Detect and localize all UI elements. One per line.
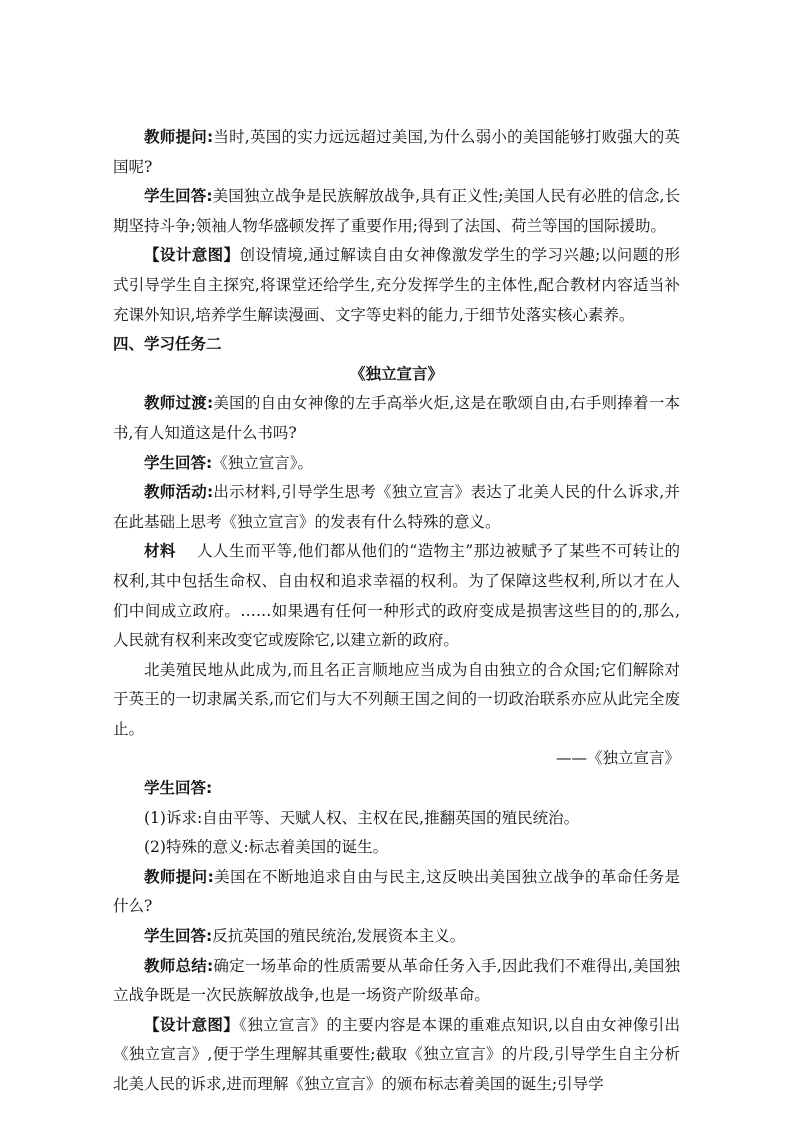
paragraph-student-answer-4: [113, 922, 680, 952]
text-teacher-transition: 美国的自由女神像的左手高举火炬,这是在歌颂自由,右手则捧着一本书,有人知道这是什么书吗?: [113, 394, 681, 442]
label-student-answer: 学生回答:: [144, 779, 213, 798]
paragraph-teacher-activity: [113, 478, 680, 537]
material-source: ——《独立宣言》: [555, 749, 680, 768]
label-design-intent: 【设计意图】: [144, 246, 240, 265]
section-subtitle: 《独立宣言》: [349, 364, 443, 383]
text-teacher-question: 当时,英国的实力远远超过美国,为什么弱小的美国能够打败强大的英国呢?: [113, 128, 681, 176]
paragraph-material: [113, 537, 680, 655]
paragraph-design-intent-2: [113, 1011, 680, 1100]
paragraph-student-answer-2: [113, 449, 680, 479]
text-student-answer: 美国独立战争是民族解放战争,具有正义性;美国人民有必胜的信念,长期坚持斗争;领袖人物华盛顿发挥了重要作用;得到了法国、荷兰等国的国际援助。: [113, 187, 680, 235]
label-student-answer: 学生回答:: [144, 927, 213, 946]
label-student-answer: 学生回答:: [144, 187, 213, 206]
paragraph-material-2: 北美殖民地从此成为,而且名正言顺地应当成为自由独立的合众国;它们解除对于英王的一切隶属关系,而它们与大不列颠王国之间的一切政治联系亦应从此完全废止。: [113, 660, 680, 738]
label-design-intent: 【设计意图】: [144, 1015, 240, 1034]
text-student-answer: 《独立宣言》。: [212, 453, 313, 472]
text-student-answer: 反抗英国的殖民统治,发展资本主义。: [212, 927, 466, 946]
text-teacher-summary: 确定一场革命的性质需要从革命任务入手,因此我们不难得出,美国独立战争既是一次民族解放战争,也是一场资产阶级革命。: [113, 956, 681, 1005]
answer-item-2: (2)特殊的意义:标志着美国的诞生。: [144, 838, 389, 857]
paragraph-design-intent-1: [113, 241, 680, 330]
paragraph-teacher-transition: [113, 389, 680, 448]
section-heading: 四、学习任务二: [113, 335, 222, 354]
text-teacher-question: 美国在不断地追求自由与民主,这反映出美国独立战争的革命任务是什么?: [113, 867, 680, 916]
label-teacher-activity: 教师活动:: [144, 483, 214, 502]
paragraph-teacher-question-2: [113, 863, 680, 922]
paragraph-teacher-question-1: [113, 123, 680, 182]
text-design-intent: 《独立宣言》的主要内容是本课的重难点知识,以自由女神像引出《独立宣言》,便于学生理解其重要性;截取《独立宣言》的片段,引导学生自主分析北美人民的诉求,进而理解《独立宣言》的颁布标志着美国的诞生;引导学: [113, 1015, 680, 1093]
paragraph-teacher-summary: [113, 952, 680, 1011]
text-material-1: 人人生而平等,他们都从他们的“造物主”那边被赋予了某些不可转让的权利,其中包括生命权、自由权和追求幸福的权利。为了保障这些权利,所以才在人们中间成立政府。……如果遇有任何一种形式的政府变成是损害这些目的的,那么,人民就有权利来改变它或废除它,以建立新的政府。: [113, 542, 680, 650]
text-teacher-activity: 出示材料,引导学生思考《独立宣言》表达了北美人民的什么诉求,并在此基础上思考《独立宣言》的发表有什么特殊的意义。: [113, 483, 681, 531]
label-material: 材料: [144, 542, 176, 561]
paragraph-student-answer-1: [113, 182, 680, 241]
label-teacher-question: 教师提问:: [144, 867, 214, 886]
label-student-answer: 学生回答:: [144, 453, 213, 472]
label-teacher-summary: 教师总结:: [144, 956, 214, 975]
label-teacher-transition: 教师过渡:: [144, 394, 214, 413]
label-teacher-question: 教师提问:: [144, 128, 214, 146]
answer-item-1: (1)诉求:自由平等、天赋人权、主权在民,推翻英国的殖民统治。: [144, 808, 580, 827]
text-design-intent: 创设情境,通过解读自由女神像激发学生的学习兴趣;以问题的形式引导学生自主探究,将课堂还给学生,充分发挥学生的主体性,配合教材内容适当补充课外知识,培养学生解读漫画、文字等史料的能力,于细节处落实核心素养。: [113, 246, 680, 324]
paragraph-student-answer-3: [113, 774, 680, 804]
